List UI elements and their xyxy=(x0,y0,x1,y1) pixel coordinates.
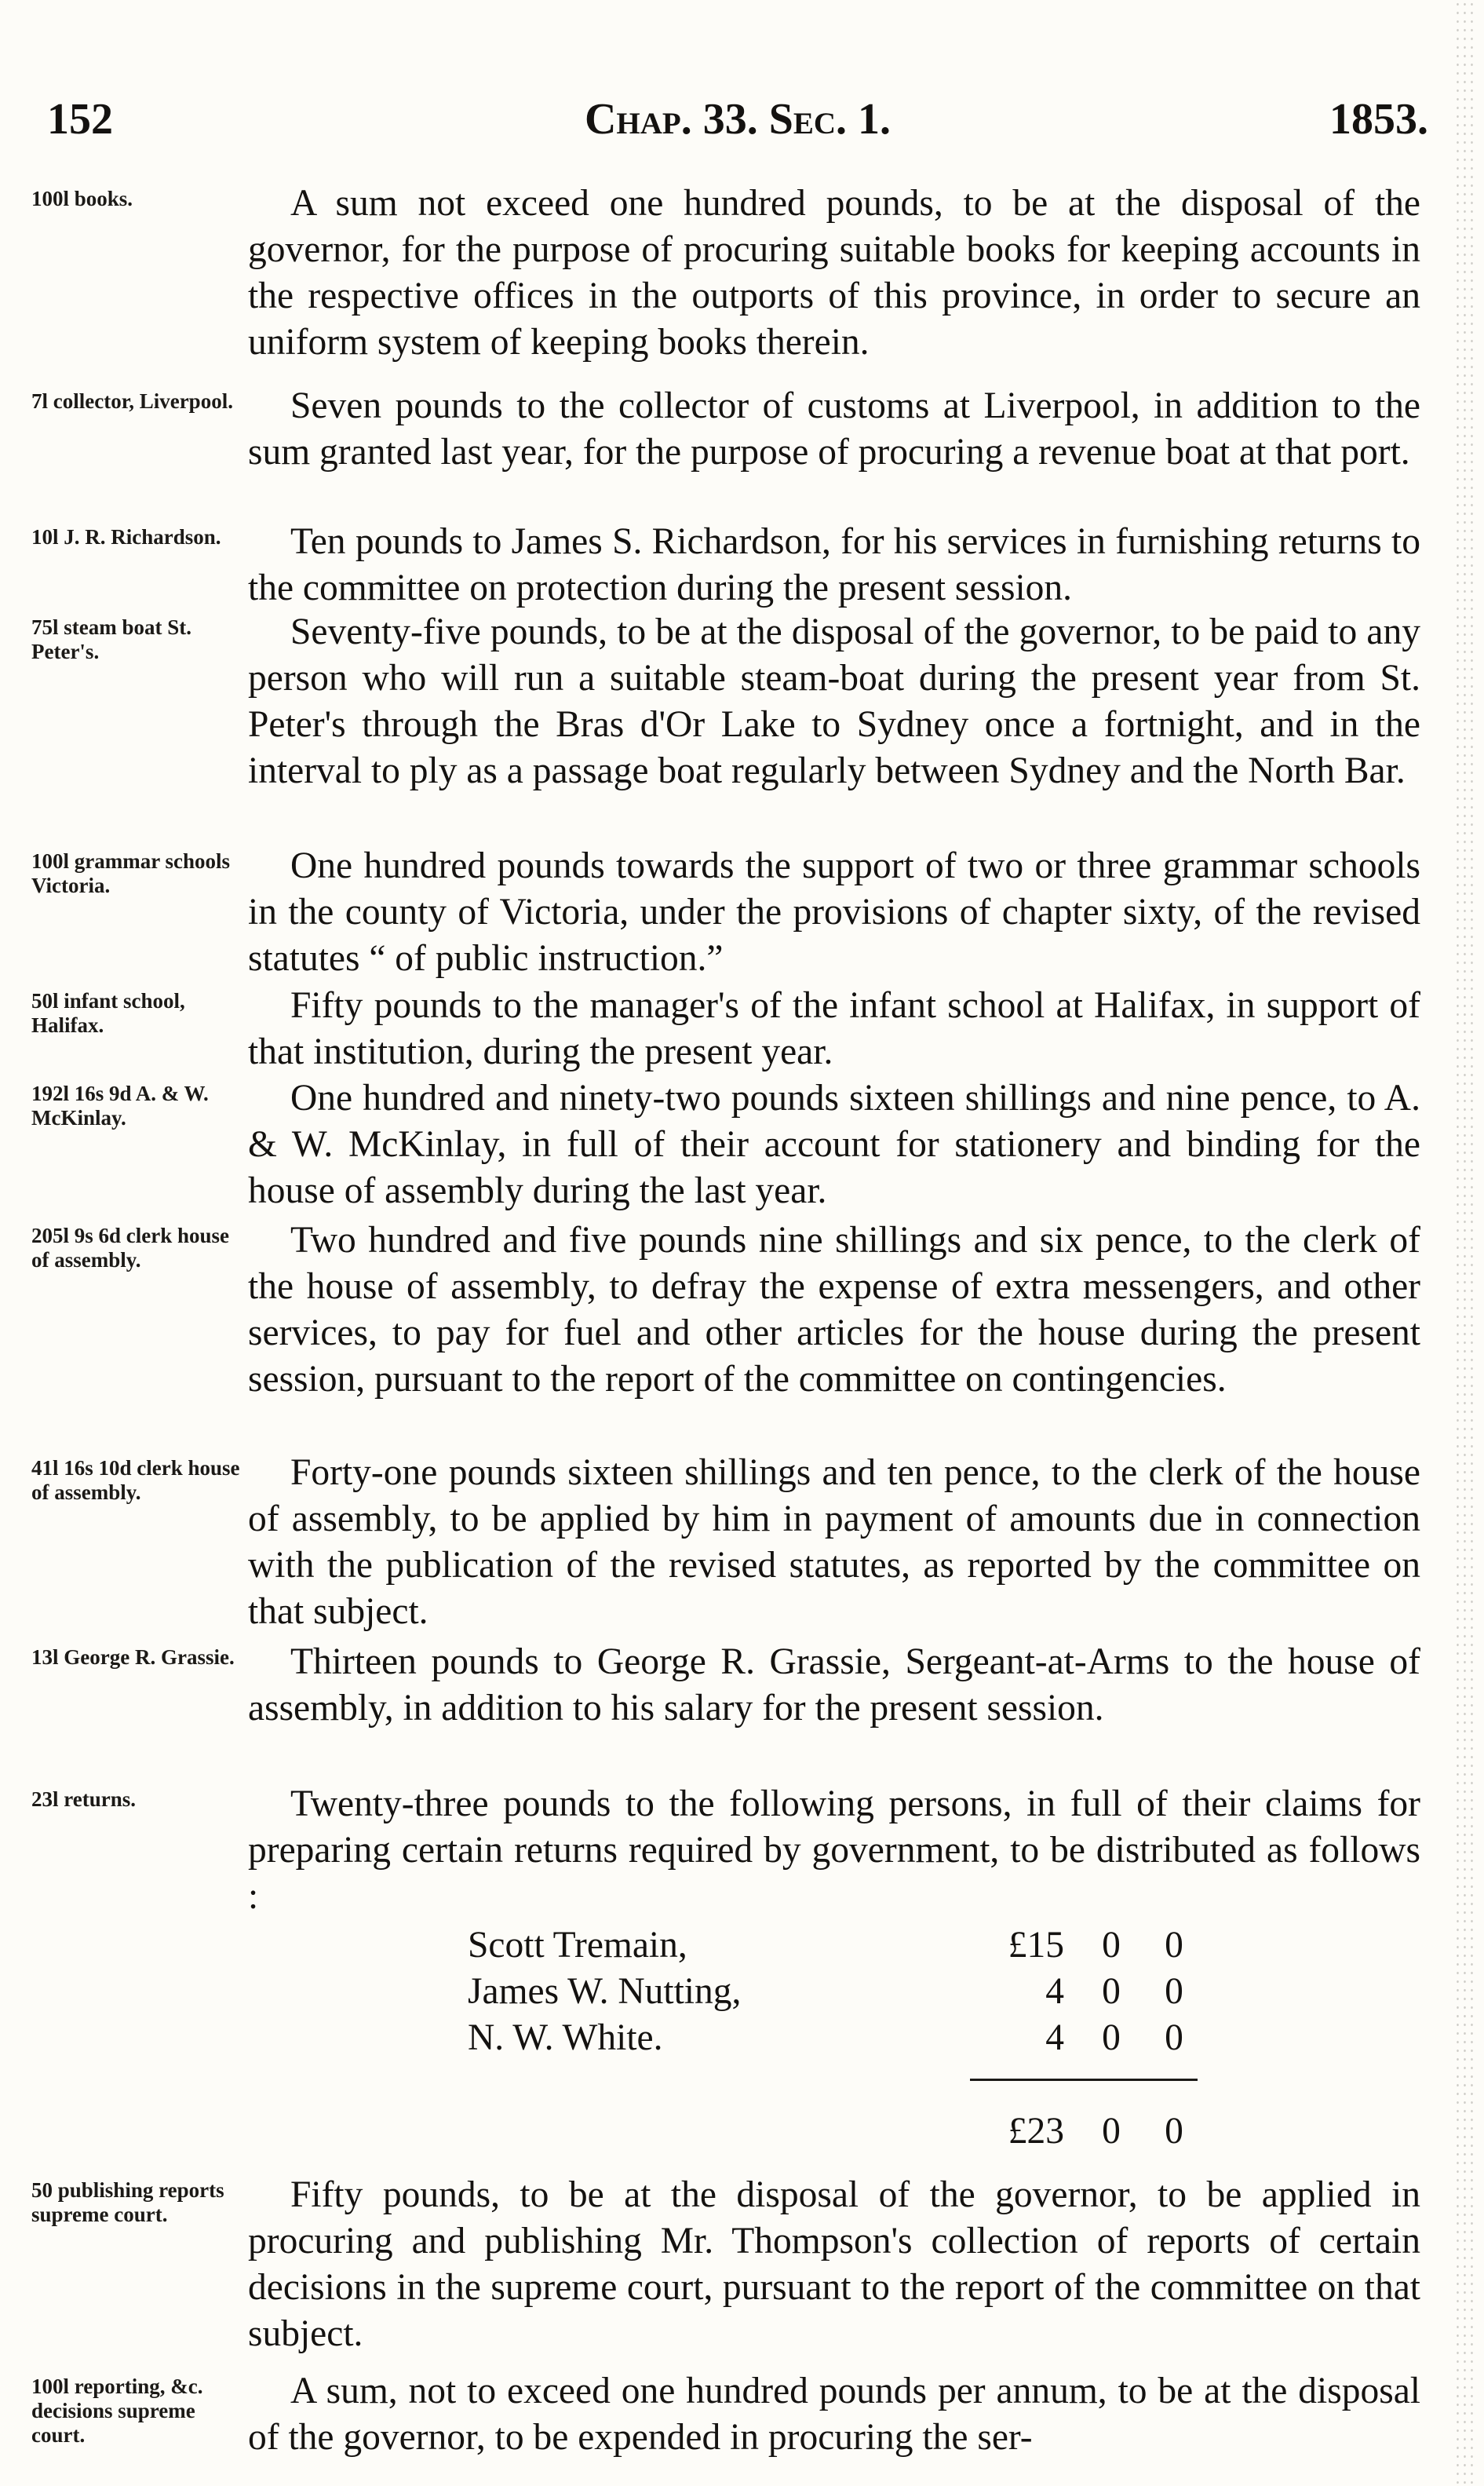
total-pounds: £23 xyxy=(1008,2111,1064,2152)
distribution-table xyxy=(468,1922,1198,2155)
pence: 0 xyxy=(1165,1971,1183,2012)
margin-note: 100l books. xyxy=(31,187,133,210)
pounds: 4 xyxy=(1045,2017,1064,2058)
entry-infant-school xyxy=(0,983,1484,1075)
margin-note: 13l George R. Grassie. xyxy=(31,1645,235,1669)
entry-text: Fifty pounds to the manager's of the infant school at Halifax, in support of that institution, during the present year. xyxy=(248,985,1420,1072)
entry-grammar-schools xyxy=(0,843,1484,983)
entry-publishing-reports xyxy=(0,2172,1484,2368)
pounds: 4 xyxy=(1045,1971,1064,2012)
entry-returns xyxy=(0,1781,1484,1922)
margin-note: 100l grammar schools Victoria. xyxy=(31,849,230,897)
chapter-section-heading: Chap. 33. Sec. 1. xyxy=(584,95,891,144)
entry-text: A sum, not to exceed one hundred pounds per annum, to be at the disposal of the governor, to be expended in procuring the ser- xyxy=(248,2371,1420,2458)
entry-text: Seventy-five pounds, to be at the disposal of the governor, to be paid to any person who will run a suitable steam-boat during the present year from St. Peter's through the Bras d'Or Lake to Sydney once a fortnight, and in the interval to ply as a passage boat regularly between Sydney and the North Bar. xyxy=(248,611,1420,791)
total-shillings: 0 xyxy=(1102,2111,1121,2152)
margin-note: 100l reporting, &c. decisions supreme court. xyxy=(31,2375,203,2447)
payee-name: N. W. White. xyxy=(468,2017,663,2058)
margin-note: 7l collector, Liverpool. xyxy=(31,389,233,413)
pence: 0 xyxy=(1165,2017,1183,2058)
entry-grassie xyxy=(0,1639,1484,1781)
total-rule-row xyxy=(468,2061,1198,2108)
entry-text: Twenty-three pounds to the following persons, in full of their claims for preparing certain returns required by government, to be distributed as follows : xyxy=(248,1783,1420,1917)
entry-text: One hundred and ninety-two pounds sixteen shillings and nine pence, to A. & W. McKinlay, in full of their account for stationery and binding for the house of assembly during the last year. xyxy=(248,1078,1420,1211)
pence: 0 xyxy=(1165,1925,1183,1966)
entry-text: Fifty pounds, to be at the disposal of the governor, to be applied in procuring and publishing Mr. Thompson's collection of reports of certain decisions in the supreme court, pursuant to the report of the committee on that subject. xyxy=(248,2174,1420,2354)
shillings: 0 xyxy=(1102,1925,1121,1966)
entry-books xyxy=(0,181,1484,383)
distribution-row xyxy=(468,1969,1198,2015)
distribution-row xyxy=(468,1922,1198,1969)
margin-note: 192l 16s 9d A. & W. McKinlay. xyxy=(31,1082,209,1130)
page-edge-texture xyxy=(1454,0,1478,2486)
margin-note: 50l infant school, Halifax. xyxy=(31,989,185,1037)
entry-text: A sum not exceed one hundred pounds, to be at the disposal of the governor, for the purpose of procuring suitable books for keeping accounts in the respective offices in the outports of this province, in order to secure an uniform system of keeping books therein. xyxy=(248,183,1420,363)
distribution-row xyxy=(468,2015,1198,2061)
total-rule xyxy=(970,2079,1198,2081)
margin-note: 10l J. R. Richardson. xyxy=(31,525,221,549)
margin-note: 50 publishing reports supreme court. xyxy=(31,2178,224,2226)
entry-text: One hundred pounds towards the support of two or three grammar schools in the county of Victoria, under the provisions of chapter sixty, of the revised statutes “ of public instruction.” xyxy=(248,845,1420,979)
entry-mckinlay xyxy=(0,1075,1484,1217)
running-head xyxy=(47,88,1428,151)
margin-note: 75l steam boat St. Peter's. xyxy=(31,615,191,663)
pounds: £15 xyxy=(1008,1925,1064,1966)
shillings: 0 xyxy=(1102,2017,1121,2058)
entry-reporting-decisions xyxy=(0,2368,1484,2464)
payee-name: Scott Tremain, xyxy=(468,1925,687,1966)
total-pence: 0 xyxy=(1165,2111,1183,2152)
entry-text: Seven pounds to the collector of customs at Liverpool, in addition to the sum granted last year, for the purpose of procuring a revenue boat at that port. xyxy=(248,385,1420,473)
margin-note: 41l 16s 10d clerk house of assembly. xyxy=(31,1456,240,1504)
distribution-total-row xyxy=(468,2108,1198,2155)
entry-text: Ten pounds to James S. Richardson, for his services in furnishing returns to the committee on protection during the present session. xyxy=(248,521,1420,608)
entry-richardson xyxy=(0,519,1484,609)
page-number: 152 xyxy=(47,95,113,144)
margin-note: 23l returns. xyxy=(31,1787,136,1811)
appropriation-entries xyxy=(0,181,1484,2464)
entry-clerk-contingencies xyxy=(0,1217,1484,1450)
year: 1853. xyxy=(1329,95,1428,144)
entry-clerk-statutes xyxy=(0,1450,1484,1639)
margin-note: 205l 9s 6d clerk house of assembly. xyxy=(31,1224,230,1272)
entry-text: Thirteen pounds to George R. Grassie, Sergeant-at-Arms to the house of assembly, in addition to his salary for the present session. xyxy=(248,1641,1420,1729)
payee-name: James W. Nutting, xyxy=(468,1971,742,2012)
entry-steam-boat xyxy=(0,609,1484,843)
shillings: 0 xyxy=(1102,1971,1121,2012)
entry-text: Two hundred and five pounds nine shillings and six pence, to the clerk of the house of assembly, to defray the expense of extra messengers, and other services, to pay for fuel and other articles for the house during the present session, pursuant to the report of the committee on contingencies. xyxy=(248,1220,1420,1400)
entry-collector-liverpool xyxy=(0,383,1484,519)
entry-text: Forty-one pounds sixteen shillings and ten pence, to the clerk of the house of assembly, to be applied by him in payment of amounts due in connection with the publication of the revised statutes, as reported by the committee on that subject. xyxy=(248,1452,1420,1632)
